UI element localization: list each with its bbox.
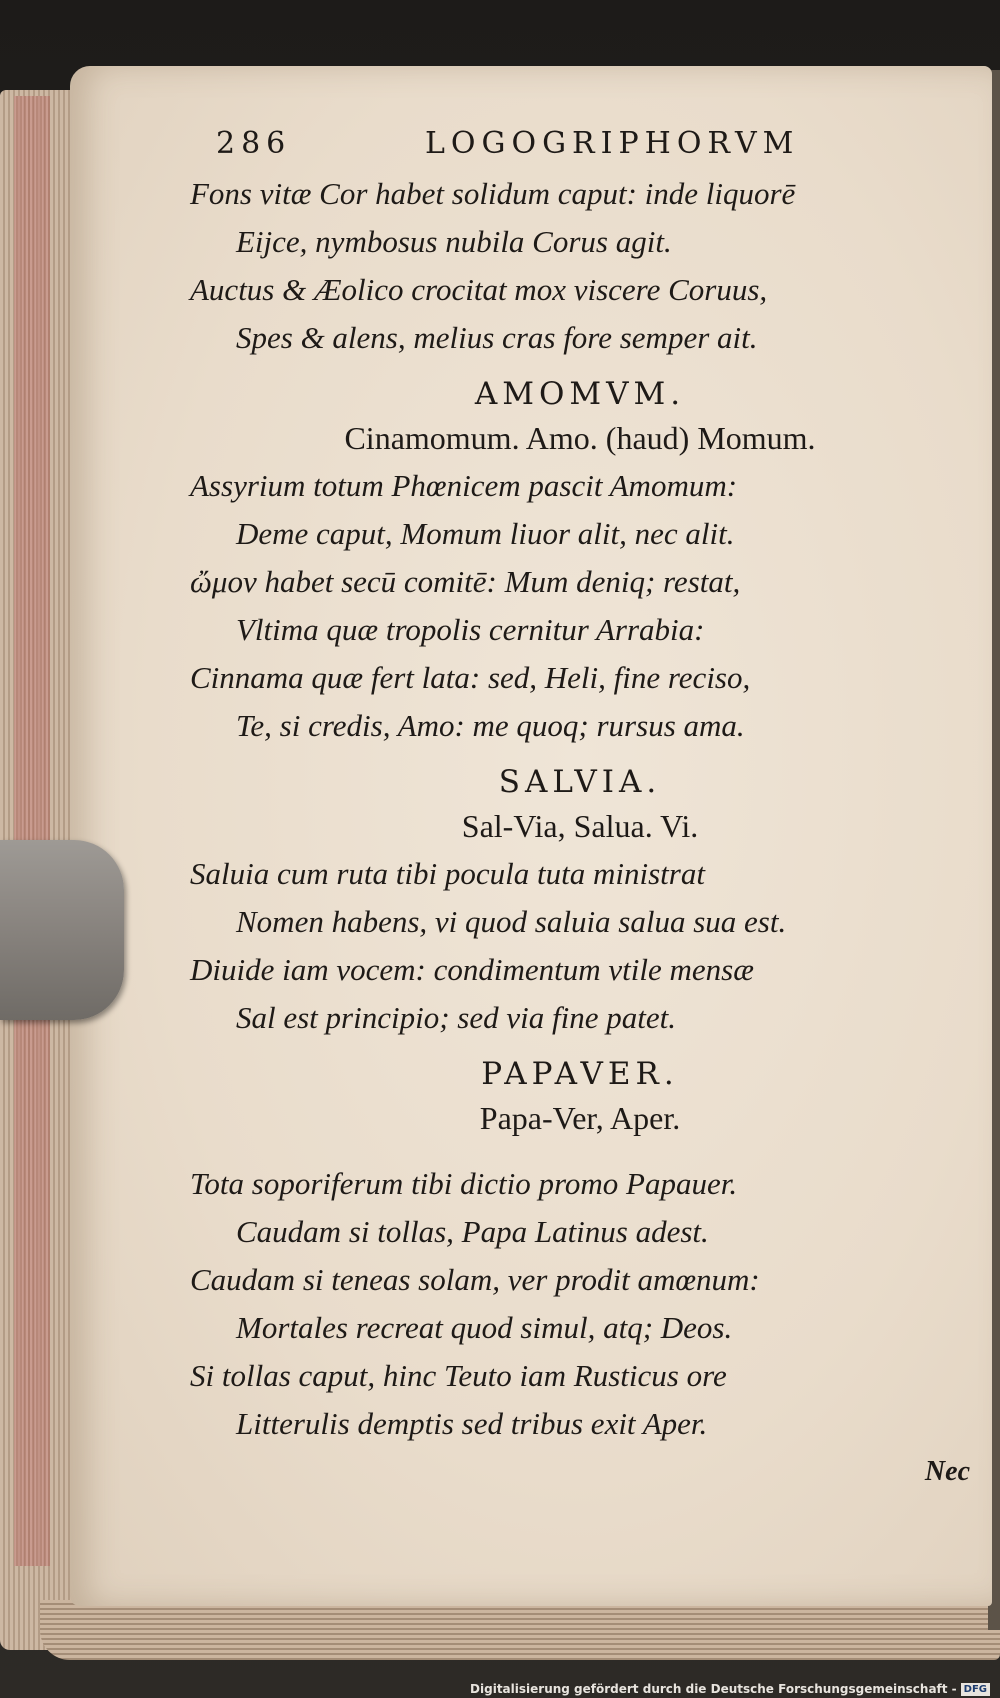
section-corus-continuation [190, 170, 970, 362]
verse-line: Si tollas caput, hinc Teuto iam Rusticus ore [190, 1358, 727, 1393]
red-page-edges [14, 96, 50, 1566]
verse-line: Eijce, nymbosus nubila Corus agit. [236, 224, 672, 259]
verse-line: Spes & alens, melius cras fore semper ait. [236, 320, 758, 355]
verse-line: Tota soporiferum tibi dictio promo Papauer. [190, 1166, 738, 1201]
section-subheading: Sal-Via, Salua. Vi. [461, 808, 699, 844]
verse-line: Diuide iam vocem: condimentum vtile mensæ [190, 952, 754, 987]
section-amomum [190, 376, 970, 750]
section-heading: SALVIA. [498, 764, 662, 800]
page-header [190, 120, 970, 170]
section-subheading: Cinamomum. Amo. (haud) Momum. [344, 420, 816, 456]
credit-text: Digitalisierung gefördert durch die Deutsche Forschungsgemeinschaft - [470, 1682, 957, 1696]
page-number: 286 [216, 126, 292, 161]
section-salvia [190, 764, 970, 1042]
section-subheading: Papa-Ver, Aper. [479, 1100, 681, 1136]
verse-line: ὤμον habet secū comitē: Mum deniq; restat, [190, 564, 741, 599]
section-heading: PAPAVER. [481, 1056, 679, 1092]
running-head: LOGOGRIPHORVM [425, 126, 800, 161]
verse-line: Vltima quæ tropolis cernitur Arrabia: [236, 612, 705, 647]
page-content [190, 120, 970, 1488]
verse-line: Fons vitæ Cor habet solidum caput: inde liquorē [190, 176, 796, 211]
section-papaver [190, 1056, 970, 1448]
verse-line: Saluia cum ruta tibi pocula tuta ministrat [190, 856, 705, 891]
verse-line: Assyrium totum Phœnicem pascit Amomum: [190, 468, 738, 503]
section-heading: AMOMVM. [474, 376, 686, 412]
verse-line: Litterulis demptis sed tribus exit Aper. [236, 1406, 708, 1441]
verse-line: Cinnama quæ fert lata: sed, Heli, fine reciso, [190, 660, 751, 695]
verse-line: Mortales recreat quod simul, atq; Deos. [236, 1310, 733, 1345]
verse-line: Auctus & Æolico crocitat mox viscere Coruus, [190, 272, 768, 307]
page-clip [0, 840, 124, 1020]
digitization-credit [470, 1682, 990, 1696]
verse-line: Caudam si tollas, Papa Latinus adest. [236, 1214, 709, 1249]
verse-line: Deme caput, Momum liuor alit, nec alit. [236, 516, 735, 551]
catchword: Nec [924, 1456, 970, 1487]
book-bottom-edges [40, 1600, 1000, 1660]
verse-line: Nomen habens, vi quod saluia salua sua est. [236, 904, 787, 939]
verse-line: Sal est principio; sed via fine patet. [236, 1000, 676, 1035]
verse-line: Te, si credis, Amo: me quoq; rursus ama. [236, 708, 745, 743]
dfg-logo: DFG [961, 1683, 990, 1696]
verse-line: Caudam si teneas solam, ver prodit amœnum: [190, 1262, 760, 1297]
